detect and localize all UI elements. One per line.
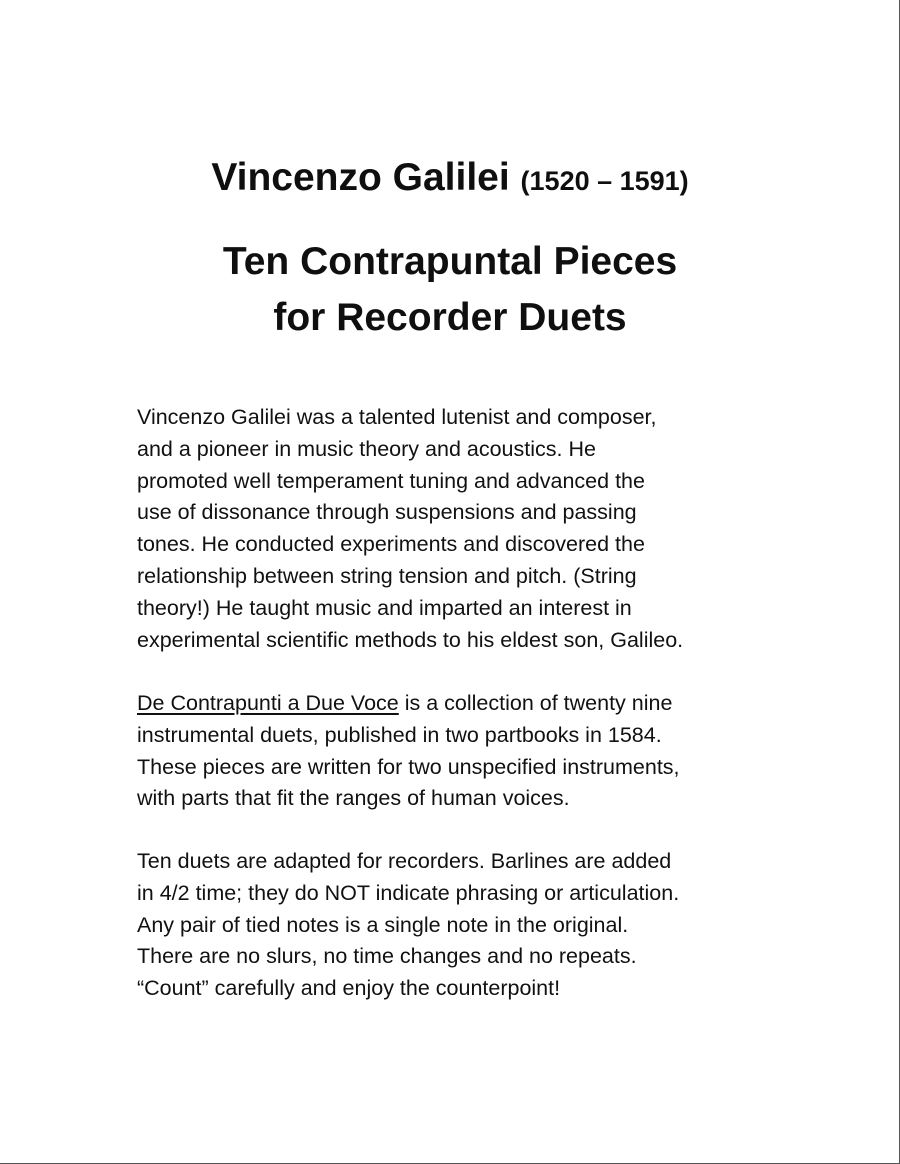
paragraph-line: use of dissonance through suspensions and passing: [137, 500, 637, 525]
paragraph-line: Vincenzo Galilei was a talented lutenist and composer,: [137, 405, 657, 429]
paragraph-line: Any pair of tied notes is a single note in the original.: [137, 912, 629, 937]
biography-paragraph: [137, 402, 817, 656]
composer-name: Vincenzo Galilei: [211, 156, 510, 199]
paragraph-line: “Count” carefully and enjoy the counterpoint!: [137, 976, 561, 1001]
title-line-1: Ten Contrapuntal Pieces: [222, 240, 678, 283]
paragraph-line: instrumental duets, published in two partbooks in 1584.: [137, 722, 662, 747]
composer-dates: (1520 – 1591): [520, 166, 689, 196]
paragraph-line: Ten duets are adapted for recorders. Barlines are added: [137, 849, 672, 873]
work-title-trailing-text: is a collection of twenty nine: [398, 691, 673, 715]
paragraph-line: promoted well temperament tuning and advanced the: [137, 468, 645, 493]
collection-paragraph: [137, 688, 817, 815]
paragraph-line: and a pioneer in music theory and acoustics. He: [137, 436, 596, 461]
title-line-2: for Recorder Duets: [273, 296, 627, 339]
paragraph-line: [137, 688, 817, 720]
paragraph-line: theory!) He taught music and imparted an interest in: [137, 595, 632, 620]
paragraph-line: tones. He conducted experiments and discovered the: [137, 532, 645, 557]
paragraph-line: in 4/2 time; they do NOT indicate phrasing or articulation.: [137, 880, 680, 905]
paragraph-line: There are no slurs, no time changes and no repeats.: [137, 944, 637, 969]
paragraph-line: relationship between string tension and pitch. (String: [137, 563, 637, 588]
paragraph-line: experimental scientific methods to his eldest son, Galileo.: [137, 627, 684, 652]
notes-paragraph: [137, 846, 817, 1005]
work-title: De Contrapunti a Due Voce: [137, 691, 399, 715]
paragraph-line: with parts that fit the ranges of human voices.: [137, 786, 570, 811]
paragraph-line: These pieces are written for two unspecified instruments,: [137, 754, 680, 779]
composer-heading: [0, 150, 900, 209]
